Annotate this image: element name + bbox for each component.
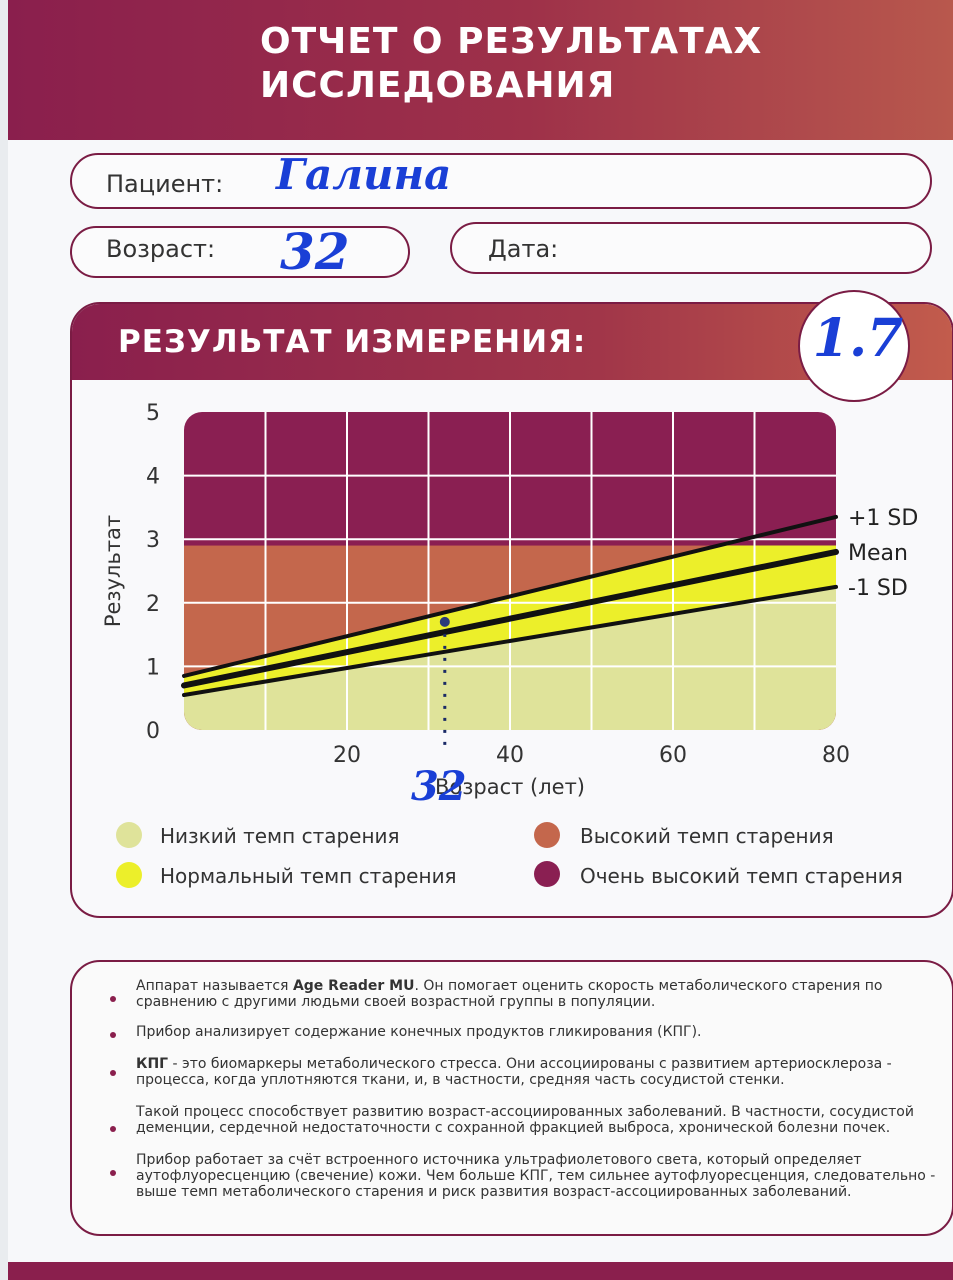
x-tick-label: 60 bbox=[659, 743, 687, 768]
legend-normal-swatch bbox=[116, 862, 142, 888]
report-title: ОТЧЕТ О РЕЗУЛЬТАТАХ ИССЛЕДОВАНИЯ bbox=[260, 21, 763, 106]
date-label: Дата: bbox=[488, 235, 559, 263]
series-label: +1 SD bbox=[848, 505, 919, 531]
series-label: Mean bbox=[848, 540, 908, 566]
legend-low-label: Низкий темп старения bbox=[160, 824, 400, 848]
legend-very-high-swatch bbox=[534, 861, 560, 887]
age-label: Возраст: bbox=[106, 235, 216, 263]
bullet bbox=[110, 1070, 116, 1076]
bullet bbox=[110, 1126, 116, 1132]
title-banner bbox=[8, 0, 953, 140]
patient-label: Пациент: bbox=[106, 170, 224, 198]
report-sheet bbox=[8, 0, 953, 1280]
info-paragraph-diseases: Такой процесс способствует развитию возраст-ассоциированных заболеваний. В частности, сосудистой деменции, сердечной недостаточности с сохранной фракцией выброса, хронической болезни почек. bbox=[136, 1104, 914, 1136]
info-paragraph-principle: Прибор работает за счёт встроенного источника ультрафиолетового света, который определяет аутофлуоресценцию (свечение) кожи. Чем больше КПГ, тем сильнее аутофлуоресценция, следовательно - выше темп метаболического старения и риск развития возраст-ассоциированных заболеваний. bbox=[136, 1152, 936, 1200]
y-tick-label: 1 bbox=[146, 655, 160, 681]
y-tick-label: 0 bbox=[146, 719, 160, 744]
bottom-strip bbox=[8, 1262, 953, 1280]
legend-very-high-label: Очень высокий темп старения bbox=[580, 864, 903, 888]
info-paragraph-ages: КПГ - это биомаркеры метаболического стресса. Они ассоциированы с развитием артериосклероза - процесса, когда уплотняются ткани, и, в частности, средняя часть сосудистой стенки. bbox=[136, 1056, 892, 1088]
x-tick-label: 20 bbox=[333, 743, 361, 768]
info-paragraph-device: Аппарат называется Age Reader MU. Он помогает оценить скорость метаболического старения по сравнению с другими людьми своей возрастной группы в популяции. bbox=[136, 978, 883, 1010]
age-handwritten: 32 bbox=[280, 222, 350, 281]
patient-name-handwritten: Галина bbox=[276, 150, 452, 199]
x-tick-label: 80 bbox=[822, 743, 850, 768]
x-axis-label: Возраст (лет) bbox=[434, 775, 586, 799]
legend-low-swatch bbox=[116, 822, 142, 848]
series-label: -1 SD bbox=[848, 575, 908, 601]
bullet bbox=[110, 1032, 116, 1038]
legend-normal-label: Нормальный темп старения bbox=[160, 864, 457, 888]
y-axis-label: Результат bbox=[101, 514, 125, 628]
bullet bbox=[110, 1170, 116, 1176]
y-tick-label: 5 bbox=[146, 401, 160, 426]
y-tick-label: 2 bbox=[146, 591, 160, 617]
x-tick-label: 40 bbox=[496, 743, 524, 768]
legend-high-label: Высокий темп старения bbox=[580, 824, 834, 848]
info-paragraph-analysis: Прибор анализирует содержание конечных продуктов гликирования (КПГ). bbox=[136, 1024, 702, 1040]
y-tick-label: 4 bbox=[146, 464, 160, 490]
marker-point bbox=[440, 617, 450, 627]
score-handwritten: 1.7 bbox=[812, 308, 904, 369]
bullet bbox=[110, 996, 116, 1002]
marker-age-handwritten: 32 bbox=[410, 763, 467, 810]
result-title: РЕЗУЛЬТАТ ИЗМЕРЕНИЯ: bbox=[118, 324, 587, 360]
legend-high-swatch bbox=[534, 822, 560, 848]
result-panel bbox=[70, 302, 953, 918]
y-tick-label: 3 bbox=[146, 528, 160, 554]
info-panel bbox=[70, 960, 953, 1236]
